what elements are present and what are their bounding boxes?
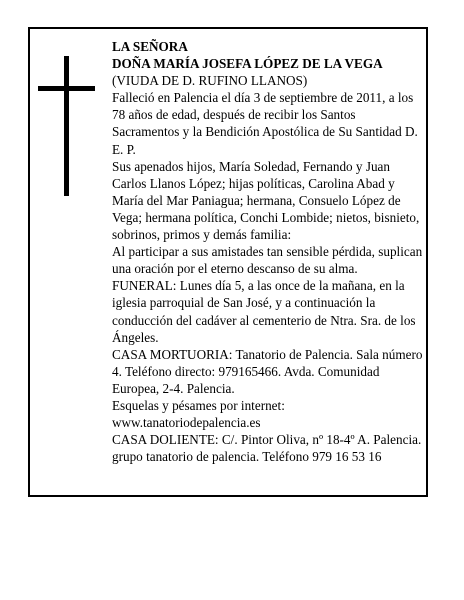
footer-line: grupo tanatorio de palencia. Teléfono 979 16 53 16 bbox=[112, 449, 382, 465]
family-paragraph: Sus apenados hijos, María Soledad, Fernando y Juan Carlos Llanos López; hijas políticas, Carolina Abad y María del Mar Paniagua; hermana, Consuelo López de Vega; hermana política, Conchi Lombide; nietos, bisnieto, sobrinos, primos y demás familia: bbox=[112, 158, 420, 243]
cross-icon bbox=[64, 56, 69, 196]
heading: LA SEÑORA bbox=[112, 39, 188, 54]
death-paragraph: Falleció en Palencia el día 3 de septiembre de 2011, a los 78 años de edad, después de recibir los Santos Sacramentos y la Bendición Apostólica de Su Santidad D. E. P. bbox=[112, 90, 418, 157]
request-paragraph: Al participar a sus amistades tan sensible pérdida, suplican una oración por el eterno descanso de su alma. bbox=[112, 244, 423, 277]
obituary-text bbox=[112, 38, 424, 465]
widow-line: (VIUDA DE D. RUFINO LLANOS) bbox=[112, 73, 308, 89]
funeral-paragraph: FUNERAL: Lunes día 5, a las once de la mañana, en la iglesia parroquial de San José, y a continuación la conducción del cadáver al cementerio de Ntra. Sra. de los Ángeles. bbox=[112, 278, 416, 345]
cross-icon-bar bbox=[38, 86, 95, 91]
mourning-house-paragraph: CASA DOLIENTE: C/. Pintor Oliva, nº 18-4º A. Palencia. bbox=[112, 432, 422, 448]
internet-paragraph: Esquelas y pésames por internet: www.tanatoriodepalencia.es bbox=[112, 397, 285, 431]
mortuary-paragraph: CASA MORTUORIA: Tanatorio de Palencia. Sala número 4. Teléfono directo: 979165466. Avda. Comunidad Europea, 2-4. Palencia. bbox=[112, 346, 423, 396]
deceased-name: DOÑA MARÍA JOSEFA LÓPEZ DE LA VEGA bbox=[112, 56, 383, 72]
